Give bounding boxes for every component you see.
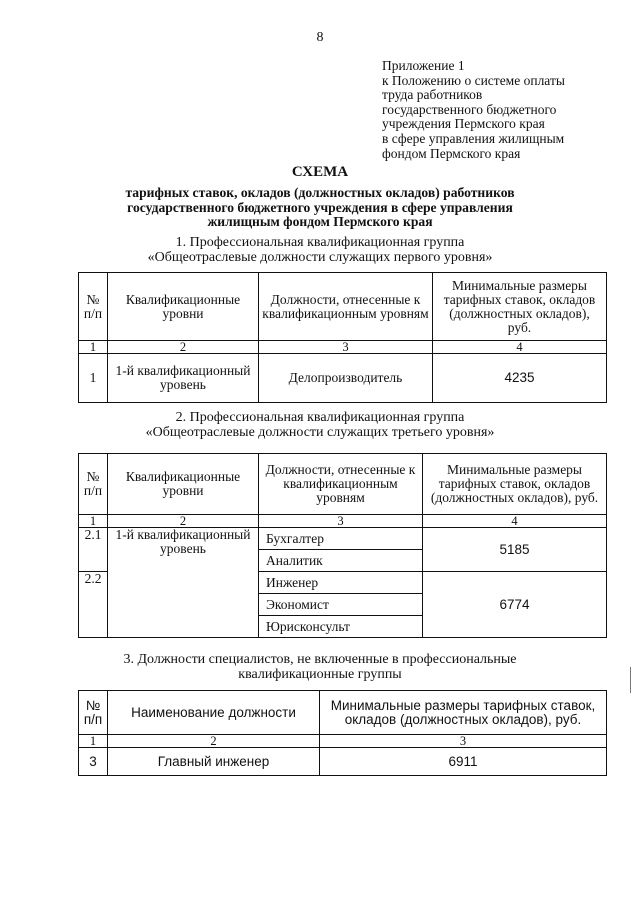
header-num: № п/п [79,273,108,341]
header-num: № п/п [79,454,108,515]
col-number: 2 [108,515,259,528]
row-num: 3 [79,748,108,776]
col-number: 4 [433,341,607,354]
heading-line: «Общеотраслевые должности служащих первого уровня» [147,249,493,265]
header-positions: Должности, отнесенные к квалификационным уровням [259,273,433,341]
appendix-line: учреждения Пермского края [382,116,545,132]
subtitle-line: государственного бюджетного учреждения в сфере управления [127,199,513,215]
subtitle-line: тарифных ставок, окладов (должностных окладов) работников [125,185,515,200]
header-level: Квалификационные уровни [108,273,259,341]
row-salary: 6774 [423,572,607,638]
header-positions: Должности, отнесенные к квалификационным уровням [259,454,423,515]
col-number: 1 [79,341,108,354]
row-level: 1-й квалификационный уровень [108,354,259,403]
section2-heading [0,411,640,440]
header-salary: Минимальные размеры тарифных ставок, окладов (должностных окладов), руб. [423,454,607,515]
col-number: 3 [320,735,607,748]
appendix-line: к Положению о системе оплаты [382,72,565,88]
row-num: 1 [79,354,108,403]
row-position: Делопроизводитель [259,354,433,403]
row-num: 2.1 [79,528,108,572]
header-num: № п/п [79,691,108,735]
heading-line: 3. Должности специалистов, не включенные в профессиональные [123,652,517,667]
col-number: 3 [259,341,433,354]
row-salary: 6911 [320,748,607,776]
col-number: 2 [108,735,320,748]
page-number: 8 [316,30,324,45]
appendix-line: государственного бюджетного [382,101,557,117]
col-number: 1 [79,515,108,528]
heading-line: квалификационные группы [238,666,402,682]
row-salary: 5185 [423,528,607,572]
position-cell: Юрисконсульт [259,616,423,638]
position-cell: Аналитик [259,550,423,572]
section3-heading [0,653,640,682]
heading-line: «Общеотраслевые должности служащих третьего уровня» [145,424,495,440]
section3-table [78,690,607,776]
appendix-line: труда работников [382,87,483,103]
document-title: СХЕМА [291,164,349,180]
header-salary: Минимальные размеры тарифных ставок, окладов (должностных окладов), руб. [320,691,607,735]
appendix-line: фондом Пермского края [382,145,521,161]
appendix-line: в сфере управления жилищным [382,130,565,146]
section1-table [78,272,607,403]
header-salary: Минимальные размеры тарифных ставок, окладов (должностных окладов), руб. [433,273,607,341]
subtitle-line: жилищным фондом Пермского края [207,214,433,230]
col-number: 1 [79,735,108,748]
header-position: Наименование должности [108,691,320,735]
appendix-line: Приложение 1 [382,58,465,73]
col-number: 3 [259,515,423,528]
position-cell: Экономист [259,594,423,616]
col-number: 4 [423,515,607,528]
position-cell: Инженер [259,572,423,594]
heading-line: 1. Профессиональная квалификационная группа [175,235,465,250]
header-level: Квалификационные уровни [108,454,259,515]
col-number: 2 [108,341,259,354]
section2-table [78,453,607,638]
row-salary: 4235 [433,354,607,403]
heading-line: 2. Профессиональная квалификационная группа [175,410,465,425]
document-subtitle [0,186,640,230]
row-num: 2.2 [79,572,108,638]
position-cell: Бухгалтер [259,528,423,550]
section1-heading [0,236,640,265]
appendix-note [382,59,565,161]
row-level: 1-й квалификационный уровень [108,528,259,638]
row-position: Главный инженер [108,748,320,776]
